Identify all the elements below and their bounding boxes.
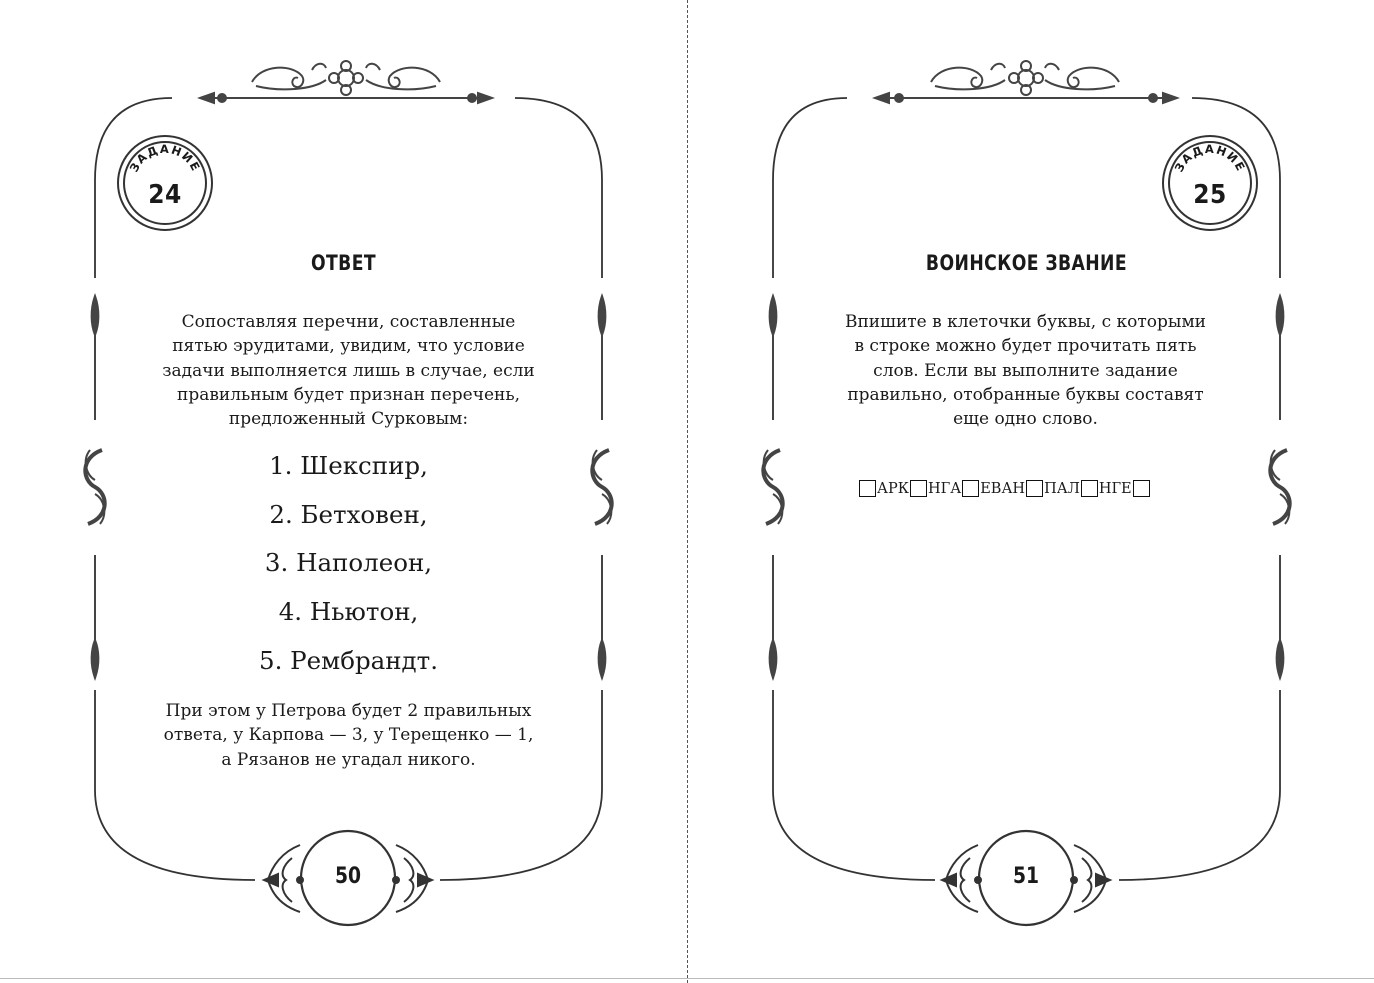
text-line: а Рязанов не угадал никого. xyxy=(221,749,476,770)
task-badge xyxy=(115,133,215,233)
letter-box[interactable] xyxy=(859,480,876,497)
svg-text:ЗАДАНИЕ: ЗАДАНИЕ xyxy=(126,141,204,175)
text-line: При этом у Петрова будет 2 правильных xyxy=(165,701,532,721)
text-line: в строке можно будет прочитать пять xyxy=(854,336,1197,357)
page-number: 51 xyxy=(1012,864,1040,889)
text-line: Сопоставляя перечни, составленные xyxy=(181,312,516,332)
letter-puzzle-row xyxy=(858,480,1151,497)
list-item: 4. Ньютон, xyxy=(278,597,419,627)
text-line: слов. Если вы выполните задание xyxy=(873,360,1178,381)
letter-box[interactable] xyxy=(1081,480,1098,497)
task-instructions xyxy=(777,310,1274,431)
word-fragment: ЕВАН xyxy=(980,480,1026,497)
text-line: Впишите в клеточки буквы, с которыми xyxy=(844,312,1207,332)
page-title: ВОИНСКОЕ ЗВАНИЕ xyxy=(925,251,1128,275)
word-fragment: АРК xyxy=(877,480,909,497)
text-line: правильно, отобранные буквы составят xyxy=(847,384,1204,405)
word-fragment: НГА xyxy=(927,480,962,497)
letter-box[interactable] xyxy=(1026,480,1043,497)
text-line: еще одно слово. xyxy=(953,409,1098,430)
list-item: 3. Наполеон, xyxy=(264,548,433,578)
task-number: 24 xyxy=(148,180,182,210)
text-line: ответа, у Карпова — 3, у Терещенко — 1, xyxy=(163,725,534,746)
top-ornament-icon xyxy=(875,61,1177,103)
answer-list xyxy=(0,449,697,692)
list-item: 1. Шекспир, xyxy=(269,451,428,480)
text-line: пятью эрудитами, увидим, что условие xyxy=(172,336,525,357)
list-item: 5. Рембрандт. xyxy=(258,645,438,675)
text-line: задачи выполняется лишь в случае, если xyxy=(162,360,535,381)
list-item: 2. Бетховен, xyxy=(269,499,428,529)
task-badge xyxy=(1160,133,1260,233)
top-ornament-icon xyxy=(200,61,492,103)
page-number: 50 xyxy=(334,864,362,889)
word-fragment: НГЕ xyxy=(1098,480,1132,497)
answer-intro xyxy=(100,310,597,431)
svg-text:ЗАДАНИЕ: ЗАДАНИЕ xyxy=(1171,141,1249,175)
letter-box[interactable] xyxy=(1133,480,1150,497)
answer-outro xyxy=(100,699,597,772)
text-line: правильным будет признан перечень, xyxy=(176,384,520,405)
letter-box[interactable] xyxy=(910,480,927,497)
page-title: ОТВЕТ xyxy=(310,251,377,275)
word-fragment: ПАЛ xyxy=(1044,480,1080,497)
text-line: предложенный Сурковым: xyxy=(228,409,469,430)
letter-box[interactable] xyxy=(962,480,979,497)
task-number: 25 xyxy=(1193,180,1227,210)
